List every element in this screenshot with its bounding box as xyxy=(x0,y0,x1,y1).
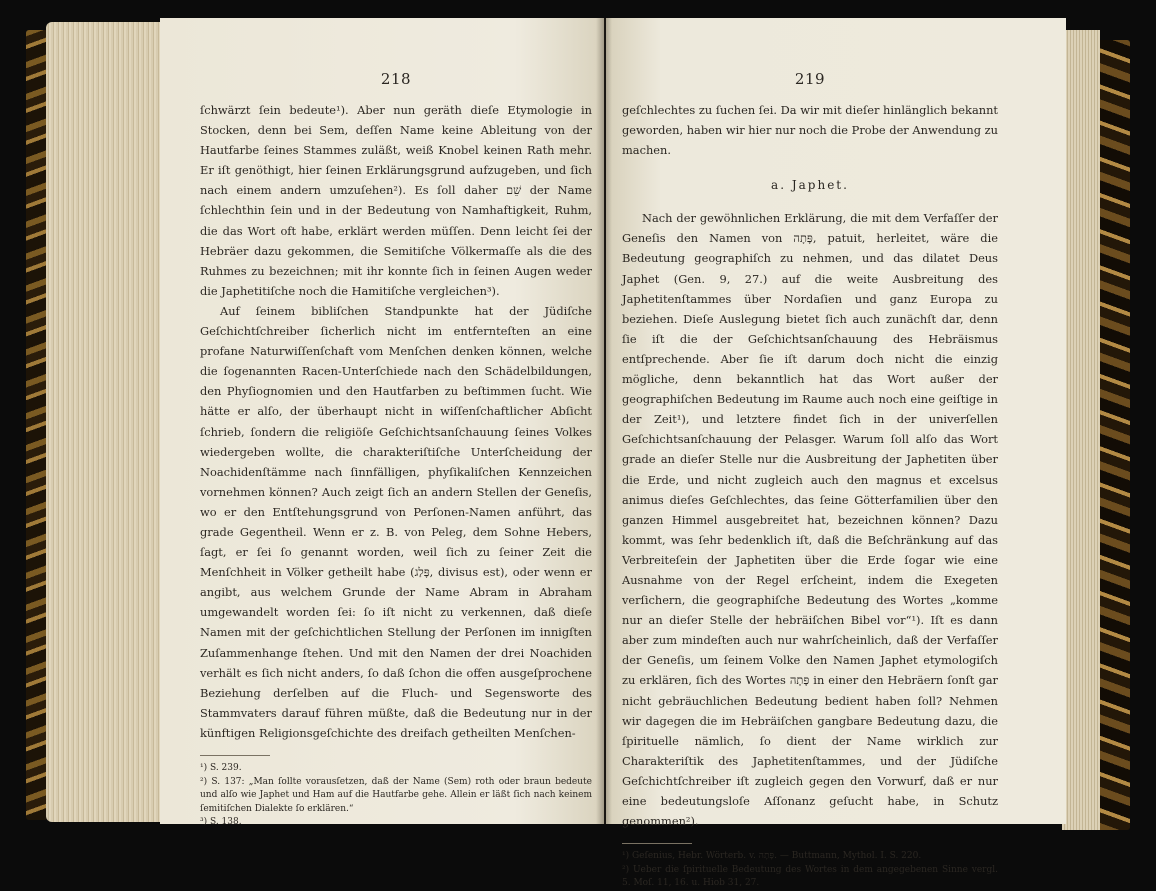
page-stack-left xyxy=(46,22,164,822)
section-heading: a. Japhet. xyxy=(771,178,849,193)
right-footnotes xyxy=(622,850,998,891)
footnote-rule-right xyxy=(622,843,692,844)
left-page xyxy=(160,18,604,827)
footnote-rule-left xyxy=(200,755,270,756)
right-body-text xyxy=(622,100,998,831)
page-number-left: 218 xyxy=(380,70,412,88)
left-footnote-2: ²) S. 137: „Man ſollte vorausſetzen, daß der Name (Sem) roth oder braun bedeute und alſo wie Japhet und Ham auf die Hautfarbe gehe. Allein er läßt ſich nach keinem ſemitiſchen Dialekte ſo erklären.“ xyxy=(200,776,592,814)
left-body-text xyxy=(200,100,592,743)
left-paragraph-1: ſchwärzt ſein bedeute¹). Aber nun geräth dieſe Etymologie in Stocken, denn bei Sem, deſſen Name keine Ableitung von der Hautfarbe ſeines Stammes zuläßt, weiß Knobel keinen Rath mehr. Er iſt genöthigt, hier ſeinen Erklärungsgrund aufzugeben, und ſich nach einem andern umzuſehen²). Es ſoll daher שֵׁם der Name ſchlechthin ſein und in der Bedeutung von Namhaftigkeit, Ruhm, die das Wort oft habe, erklärt werden müſſen. Denn leicht ſei der Hebräer dazu gekommen, die Semitiſche Völkermaſſe als die des Ruhmes zu bezeichnen; mit ihr konnte ſich in ſeinen Augen weder die Japhetitiſche noch die Hamitiſche vergleichen³). xyxy=(200,103,592,298)
marbled-edge-right xyxy=(1096,40,1130,830)
marbled-edge-left xyxy=(26,30,48,820)
right-intro-paragraph: geſchlechtes zu ſuchen ſei. Da wir mit dieſer hinlänglich bekannt geworden, haben wir hier nur noch die Probe der Anwendung zu machen. xyxy=(622,103,998,158)
left-footnotes xyxy=(200,762,592,830)
left-paragraph-2: Auf ſeinem bibliſchen Standpunkte hat der Jüdiſche Geſchichtſchreiber ſicherlich nicht im entfernteſten an eine profane Naturwiſſenſchaft vom Menſchen denken können, welche die ſogenannten Racen-Unterſchiede nach den Schädelbildungen, den Phyſiognomien und den Hautfarben zu beſtimmen ſucht. Wie hätte er alſo, der überhaupt nicht in wiſſenſchaftlicher Abſicht ſchrieb, ſondern die religiöſe Geſchichtsanſchauung ſeines Volkes wiedergeben wollte, die charakteriſtiſche Unterſcheidung der Noachidenſtämme nach ſinnfälligen, phyſikaliſchen Kennzeichen vornehmen können? Auch zeigt ſich an andern Stellen der Geneſis, wo er den Entſtehungsgrund von Perſonen-Namen anführt, das grade Gegentheil. Wenn er z. B. von Peleg, dem Sohne Hebers, ſagt, er ſei ſo genannt worden, weil ſich zu ſeiner Zeit die Menſchheit in Völker getheilt habe (פָּלַג, divisus est), oder wenn er angibt, aus welchem Grunde der Name Abram in Abraham umgewandelt worden ſei: ſo iſt nicht zu verkennen, daß dieſe Namen mit der geſchichtlichen Stellung der Perſonen im innigſten Zuſammenhange ſtehen. Und mit den Namen der drei Noachiden verhält es ſich nicht anders, ſo daß ſchon die offen ausgeſprochene Beziehung derſelben auf die Fluch- und Segensworte des Stammvaters darauf führen müßte, daß die Bedeutung nur in der künftigen Religionsgeſchichte des dreifach getheilten Menſchen- xyxy=(200,303,592,740)
right-page xyxy=(606,18,1066,889)
book-gutter xyxy=(596,18,612,824)
right-paragraph-1: Nach der gewöhnlichen Erklärung, die mit dem Verfaſſer der Geneſis den Namen von פָּתָה, patuit, herleitet, wäre die Bedeutung geographiſch zu nehmen, und das dilatet Deus Japhet (Gen. 9, 27.) auf die weite Ausbreitung des Japhetitenſtammes über Nordaſien und ganz Europa zu beziehen. Dieſe Auslegung bietet ſich auch zunächſt dar, denn ſie iſt die der Geſchichtsanſchauung des Hebräismus entſprechende. Aber ſie iſt darum doch nicht die einzig mögliche, denn bekanntlich hat das Wort außer der geographiſchen Bedeutung im Raume auch noch eine geiſtige in der Zeit¹), und letztere findet ſich in der univerſellen Geſchichtsanſchauung der Pelasger. Warum ſoll alſo das Wort grade an dieſer Stelle nur die Ausbreitung der Japhetiten über die Erde, und nicht zugleich auch den magnus et excelsus animus dieſes Geſchlechtes, das ſeine Götterfamilien über den ganzen Himmel ausgebreitet hat, bezeichnen können? Dazu kommt, was ſehr bedenklich iſt, daß die Beſchränkung auf das Verbreiteſein der Japhetiten über die Erde ſogar wie eine Ausnahme von der Regel erſcheint, indem die Exegeten verſichern, die geographiſche Bedeutung des Wortes „komme nur an dieſer Stelle der hebräiſchen Bibel vor“¹). Iſt es dann aber zum mindeſten auch nur wahrſcheinlich, daß der Verfaſſer der Geneſis, um ſeinem Volke den Namen Japhet etymologiſch zu erklären, ſich des Wortes פָּתָה in einer den Hebräern ſonſt gar nicht gebräuchlichen Bedeutung bedient haben ſoll? Nehmen wir dagegen die im Hebräiſchen gangbare Bedeutung dazu, die ſpirituelle nämlich, ſo dient der Name wirklich zur Charakteriſtik des Japhetitenſtammes, und der Jüdiſche Geſchichtſchreiber iſt zugleich gegen den Vorwurf, daß er nur eine bedeutungsloſe Aſſonanz geſucht habe, in Schutz genommen²). xyxy=(622,211,998,829)
page-number-right: 219 xyxy=(794,70,826,88)
right-footnote-2: ²) Ueber die ſpirituelle Bedeutung des Wortes in dem angegebenen Sinne vergl. 5. Moſ. 11, 16. u. Hiob 31, 27. xyxy=(622,864,998,889)
left-footnote-1: ¹) S. 239. xyxy=(200,763,242,773)
page-stack-right xyxy=(1062,30,1100,830)
left-footnote-3: ³) S. 138. xyxy=(200,817,242,827)
right-footnote-1: ¹) Geſenius, Hebr. Wörterb. v. פָּתָה. — Buttmann, Mythol. I. S. 220. xyxy=(622,851,922,862)
